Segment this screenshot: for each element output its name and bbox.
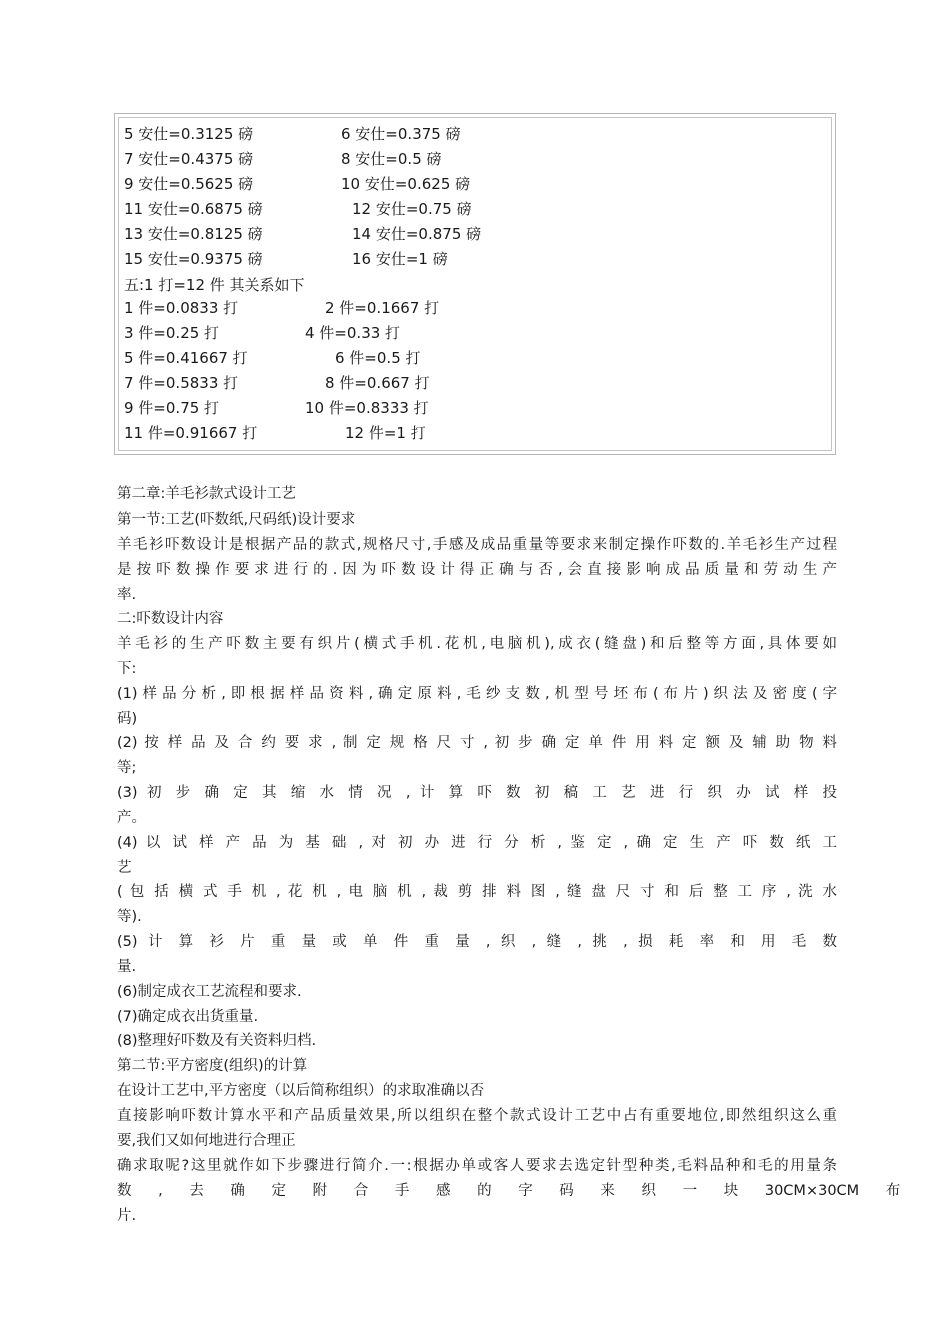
conversion-dozen-2-left: 3 件=0.25 打: [124, 324, 220, 342]
paragraph-3-line-4: 确求取呢?这里就作如下步骤进行简介.一:根据办单或客人要求去选定针型种类,毛料品种和毛的用量条: [117, 1158, 837, 1174]
conversion-ounce-4-right: 12 安仕=0.75 磅: [352, 200, 472, 218]
paragraph-2-line-2: 下:: [117, 661, 137, 677]
paragraph-3-line-6: 片.: [117, 1208, 137, 1224]
chapter-title: 第二章:羊毛衫款式设计工艺: [117, 486, 296, 502]
paragraph-3-line-5: 数 , 去 确 定 附 合 手 感 的 字 码 来 织 一 块 30CM×30CM 布: [117, 1183, 901, 1199]
conversion-ounce-5-left: 13 安仕=0.8125 磅: [124, 225, 263, 243]
paragraph-3-line-3: 要,我们又如何地进行合理正: [117, 1133, 296, 1149]
paragraph-1-line-3: 率.: [117, 587, 137, 603]
paragraph-3-line-2: 直接影响吓数计算水平和产品质量效果,所以组织在整个款式设计工艺中占有重要地位,即然组织这么重: [117, 1108, 837, 1124]
conversion-dozen-3-left: 5 件=0.41667 打: [124, 349, 248, 367]
paragraph-2-line-1: 羊毛衫的生产吓数主要有织片(横式手机.花机,电脑机),成衣(缝盘)和后整等方面,具体要如: [117, 636, 837, 652]
conversion-ounce-2-left: 7 安仕=0.4375 磅: [124, 150, 254, 168]
paragraph-1-line-2: 是 按 吓 数 操 作 要 求 进 行 的 . 因 为 吓 数 设 计 得 正 确 与 否 , 会 直 接 影 响 成 品 质 量 和 劳 动 生 产: [117, 562, 837, 578]
conversion-dozen-2-right: 4 件=0.33 打: [305, 324, 401, 342]
conversion-dozen-6-left: 11 件=0.91667 打: [124, 424, 258, 442]
list-item-5-line-1: (5) 计 算 衫 片 重 量 或 单 件 重 量 , 织 , 缝 , 挑 , 损 耗 率 和 用 毛 数: [117, 934, 837, 950]
conversion-dozen-4-left: 7 件=0.5833 打: [124, 374, 239, 392]
list-item-4-line-1: (4) 以 试 样 产 品 为 基 础 , 对 初 办 进 行 分 析 , 鉴 定 , 确 定 生 产 吓 数 纸 工: [117, 835, 837, 851]
conversion-dozen-3-right: 6 件=0.5 打: [335, 349, 421, 367]
conversion-ounce-3-right: 10 安仕=0.625 磅: [341, 175, 471, 193]
conversion-dozen-4-right: 8 件=0.667 打: [325, 374, 430, 392]
conversion-ounce-1-right: 6 安仕=0.375 磅: [341, 125, 461, 143]
conversion-dozen-1-left: 1 件=0.0833 打: [124, 299, 239, 317]
list-item-5-line-2: 量.: [117, 959, 137, 975]
list-item-2-line-1: (2) 按 样 品 及 合 约 要 求 , 制 定 规 格 尺 寸 , 初 步 确 定 单 件 用 料 定 额 及 辅 助 物 料: [117, 735, 837, 751]
section-title-2: 第二节:平方密度(组织)的计算: [117, 1058, 308, 1074]
list-item-2-line-2: 等;: [117, 760, 137, 776]
list-item-1-line-2: 码): [117, 711, 138, 727]
conversion-ounce-3-left: 9 安仕=0.5625 磅: [124, 175, 254, 193]
list-item-4-line-3: ( 包 括 横 式 手 机 , 花 机 , 电 脑 机 , 裁 剪 排 料 图 , 缝 盘 尺 寸 和 后 整 工 序 , 洗 水: [117, 884, 837, 900]
conversion-dozen-1-right: 2 件=0.1667 打: [325, 299, 440, 317]
subtitle-design-content: 二:吓数设计内容: [117, 611, 224, 627]
conversion-ounce-1-left: 5 安仕=0.3125 磅: [124, 125, 254, 143]
list-item-4-line-4: 等).: [117, 909, 142, 925]
conversion-ounce-6-right: 16 安仕=1 磅: [352, 250, 448, 268]
conversion-dozen-5-left: 9 件=0.75 打: [124, 399, 220, 417]
list-item-3-line-1: (3) 初 步 确 定 其 缩 水 情 况 , 计 算 吓 数 初 稿 工 艺 进 行 织 办 试 样 投: [117, 785, 837, 801]
dozen-heading: 五:1 打=12 件 其关系如下: [124, 276, 305, 294]
conversion-ounce-2-right: 8 安仕=0.5 磅: [341, 150, 442, 168]
section-title-1: 第一节:工艺(吓数纸,尺码纸)设计要求: [117, 512, 356, 528]
list-item-4-line-2: 艺: [117, 860, 132, 876]
conversion-ounce-5-right: 14 安仕=0.875 磅: [352, 225, 482, 243]
list-item-1-line-1: (1) 样 品 分 析 , 即 根 据 样 品 资 料 , 确 定 原 料 , 毛 纱 支 数 , 机 型 号 坯 布 ( 布 片 ) 织 法 及 密 度 ( 字: [117, 686, 837, 702]
list-item-8: (8)整理好吓数及有关资料归档.: [117, 1033, 317, 1049]
conversion-dozen-6-right: 12 件=1 打: [345, 424, 426, 442]
list-item-7: (7)确定成衣出货重量.: [117, 1009, 259, 1025]
list-item-3-line-2: 产。: [117, 810, 146, 826]
conversion-ounce-6-left: 15 安仕=0.9375 磅: [124, 250, 263, 268]
conversion-dozen-5-right: 10 件=0.8333 打: [305, 399, 429, 417]
paragraph-1-line-1: 羊毛衫吓数设计是根据产品的款式,规格尺寸,手感及成品重量等要求来制定操作吓数的.羊毛衫生产过程: [117, 537, 837, 553]
list-item-6: (6)制定成衣工艺流程和要求.: [117, 984, 302, 1000]
paragraph-3-line-1: 在设计工艺中,平方密度（以后简称组织）的求取准确以否: [117, 1083, 485, 1099]
conversion-ounce-4-left: 11 安仕=0.6875 磅: [124, 200, 263, 218]
